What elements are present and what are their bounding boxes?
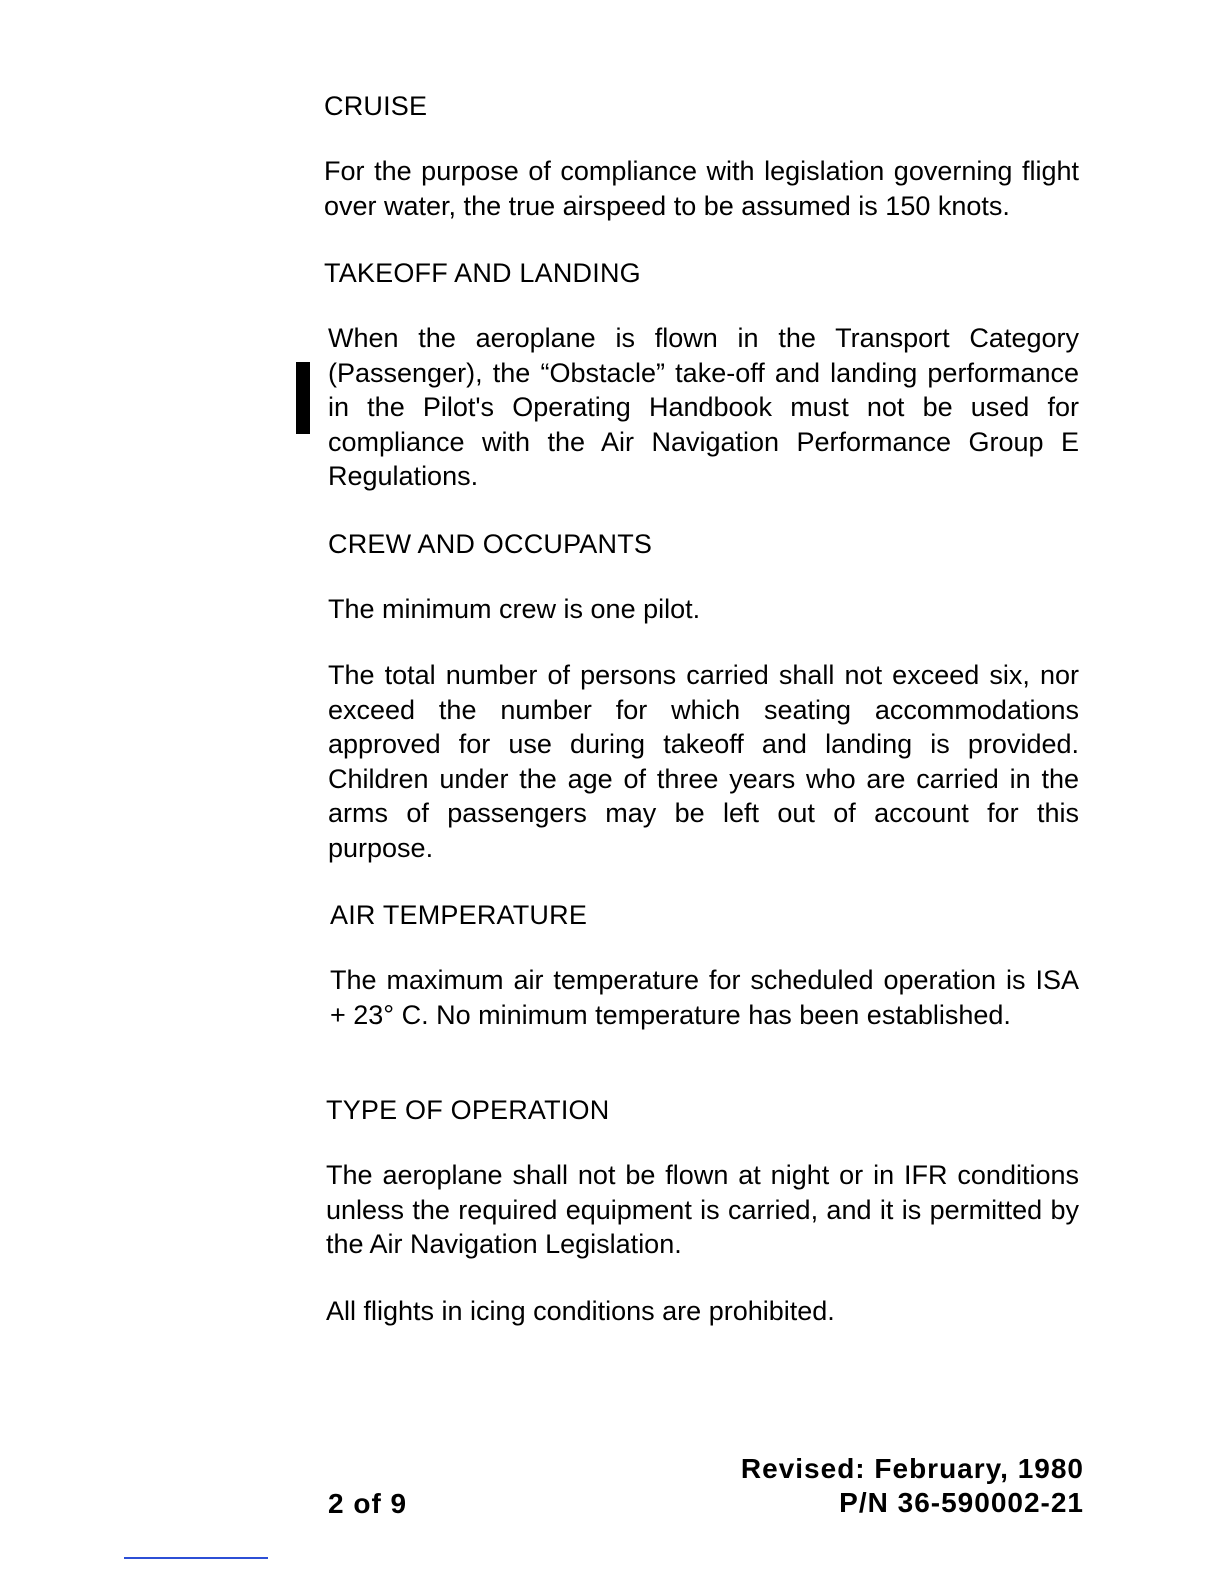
section-paragraph: The total number of persons carried shall not exceed six, nor exceed the number for which seating accommodations approved for use during takeoff and landing is provided. Children under the age of three years who are carried in the arms of passengers may be left out of account for this purpose. [328, 660, 1079, 863]
revision-change-bar [296, 362, 310, 434]
section-paragraph: When the aeroplane is flown in the Transport Category (Passenger), the “Obstacle” take-off and landing performance in the Pilot's Operating Handbook must not be used for compliance with the Air Navigation Performance Group E Regulations. [328, 323, 1079, 491]
section-heading: CRUISE [324, 91, 428, 121]
section-heading: TYPE OF OPERATION [326, 1095, 610, 1125]
section-heading: CREW AND OCCUPANTS [328, 528, 653, 559]
section-heading: AIR TEMPERATURE [330, 900, 588, 930]
section-paragraph: For the purpose of compliance with legislation governing flight over water, the true airspeed to be assumed is 150 knots. [324, 156, 1079, 221]
document-body [324, 88, 1079, 1328]
revised-date: Revised: February, 1980 [740, 1453, 1084, 1484]
part-number: P/N 36-590002-21 [839, 1487, 1084, 1518]
section-heading: TAKEOFF AND LANDING [324, 258, 641, 288]
section-paragraph: The maximum air temperature for scheduled operation is ISA + 23° C. No minimum temperature has been established. [330, 965, 1079, 1030]
page-footer [328, 1452, 1084, 1532]
page-margin [0, 0, 248, 1584]
section-paragraph: The aeroplane shall not be flown at night or in IFR conditions unless the required equipment is carried, and it is permitted by the Air Navigation Legislation. [326, 1160, 1079, 1259]
section-type-of-operation [324, 1092, 1079, 1328]
section-takeoff-and-landing [324, 255, 1079, 494]
section-cruise [324, 88, 1079, 223]
revision-info [741, 1452, 1084, 1520]
bottom-rule-line [124, 1557, 268, 1559]
page-number: 2 of 9 [328, 1488, 408, 1519]
section-crew-and-occupants [324, 526, 1079, 866]
section-paragraph: All flights in icing conditions are prohibited. [326, 1295, 835, 1326]
section-paragraph: The minimum crew is one pilot. [328, 593, 701, 624]
section-air-temperature [324, 897, 1079, 1032]
